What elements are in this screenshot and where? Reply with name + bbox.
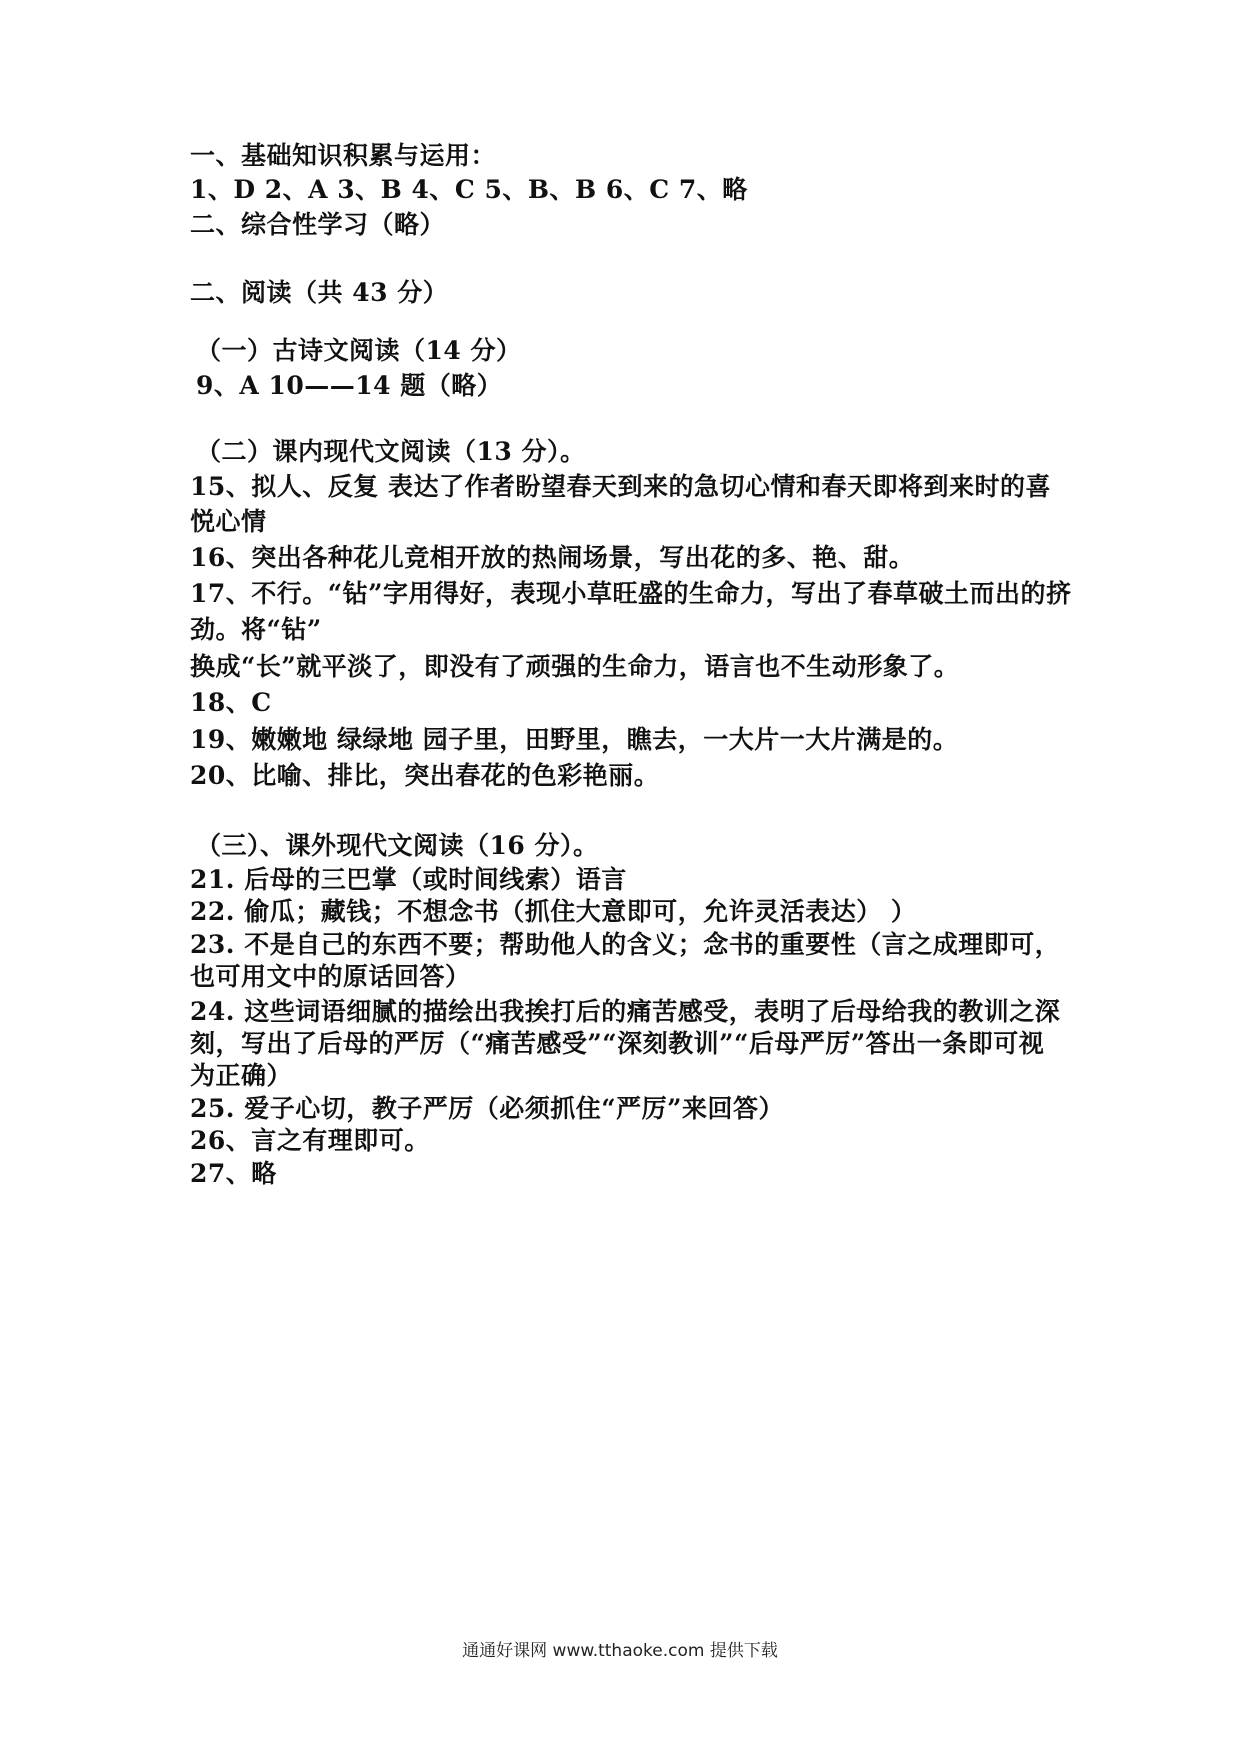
answer-17-line-2: 劲。将“钻” [190, 615, 322, 644]
section-heading-basics: 一、基础知识积累与运用： [190, 141, 497, 170]
section-heading-comprehensive: 二、综合性学习（略） [190, 210, 446, 239]
answer-22: 22. 偷瓜；藏钱；不想念书（抓住大意即可，允许灵活表达） ） [190, 897, 917, 926]
subsection-heading-classical: （一）古诗文阅读（14 分） [196, 336, 522, 365]
answer-19: 19、嫩嫩地 绿绿地 园子里，田野里，瞧去，一大片一大片满是的。 [190, 725, 959, 754]
subsection-heading-modern-in-class: （二）课内现代文阅读（13 分）。 [196, 437, 586, 466]
answer-24-line-2: 刻，写出了后母的严厉（“痛苦感受”“深刻教训”“后母严厉”答出一条即可视 [190, 1029, 1045, 1058]
answers-9-to-14: 9、A 10——14 题（略） [196, 371, 503, 400]
answer-26: 26、言之有理即可。 [190, 1126, 430, 1155]
answer-23-line-2: 也可用文中的原话回答） [190, 962, 471, 991]
answer-25: 25. 爱子心切，教子严厉（必须抓住“严厉”来回答） [190, 1094, 784, 1123]
answer-15-line-1: 15、拟人、反复 表达了作者盼望春天到来的急切心情和春天即将到来时的喜 [190, 472, 1051, 501]
answer-17-line-3: 换成“长”就平淡了，即没有了顽强的生命力，语言也不生动形象了。 [190, 652, 960, 681]
answer-21: 21. 后母的三巴掌（或时间线索）语言 [190, 865, 627, 894]
answers-1-to-7: 1、D 2、A 3、B 4、C 5、B、B 6、C 7、略 [190, 175, 748, 204]
answer-24-line-1: 24. 这些词语细腻的描绘出我挨打后的痛苦感受，表明了后母给我的教训之深 [190, 997, 1061, 1026]
answer-15-line-2: 悦心情 [190, 507, 267, 536]
download-source-footer: 通通好课网 www.tthaoke.com 提供下载 [462, 1641, 778, 1661]
answer-23-line-1: 23. 不是自己的东西不要；帮助他人的含义；念书的重要性（言之成理即可， [190, 930, 1061, 959]
subsection-heading-modern-extra: （三）、课外现代文阅读（16 分）。 [196, 831, 599, 860]
answer-20: 20、比喻、排比，突出春花的色彩艳丽。 [190, 761, 660, 790]
section-heading-reading: 二、阅读（共 43 分） [190, 278, 449, 307]
answer-27: 27、略 [190, 1159, 277, 1188]
answer-17-line-1: 17、不行。“钻”字用得好，表现小草旺盛的生命力，写出了春草破土而出的挤 [190, 579, 1072, 608]
answer-18: 18、C [190, 688, 272, 717]
answer-16: 16、突出各种花儿竞相开放的热闹场景，写出花的多、艳、甜。 [190, 543, 915, 572]
answer-24-line-3: 为正确） [190, 1061, 293, 1090]
